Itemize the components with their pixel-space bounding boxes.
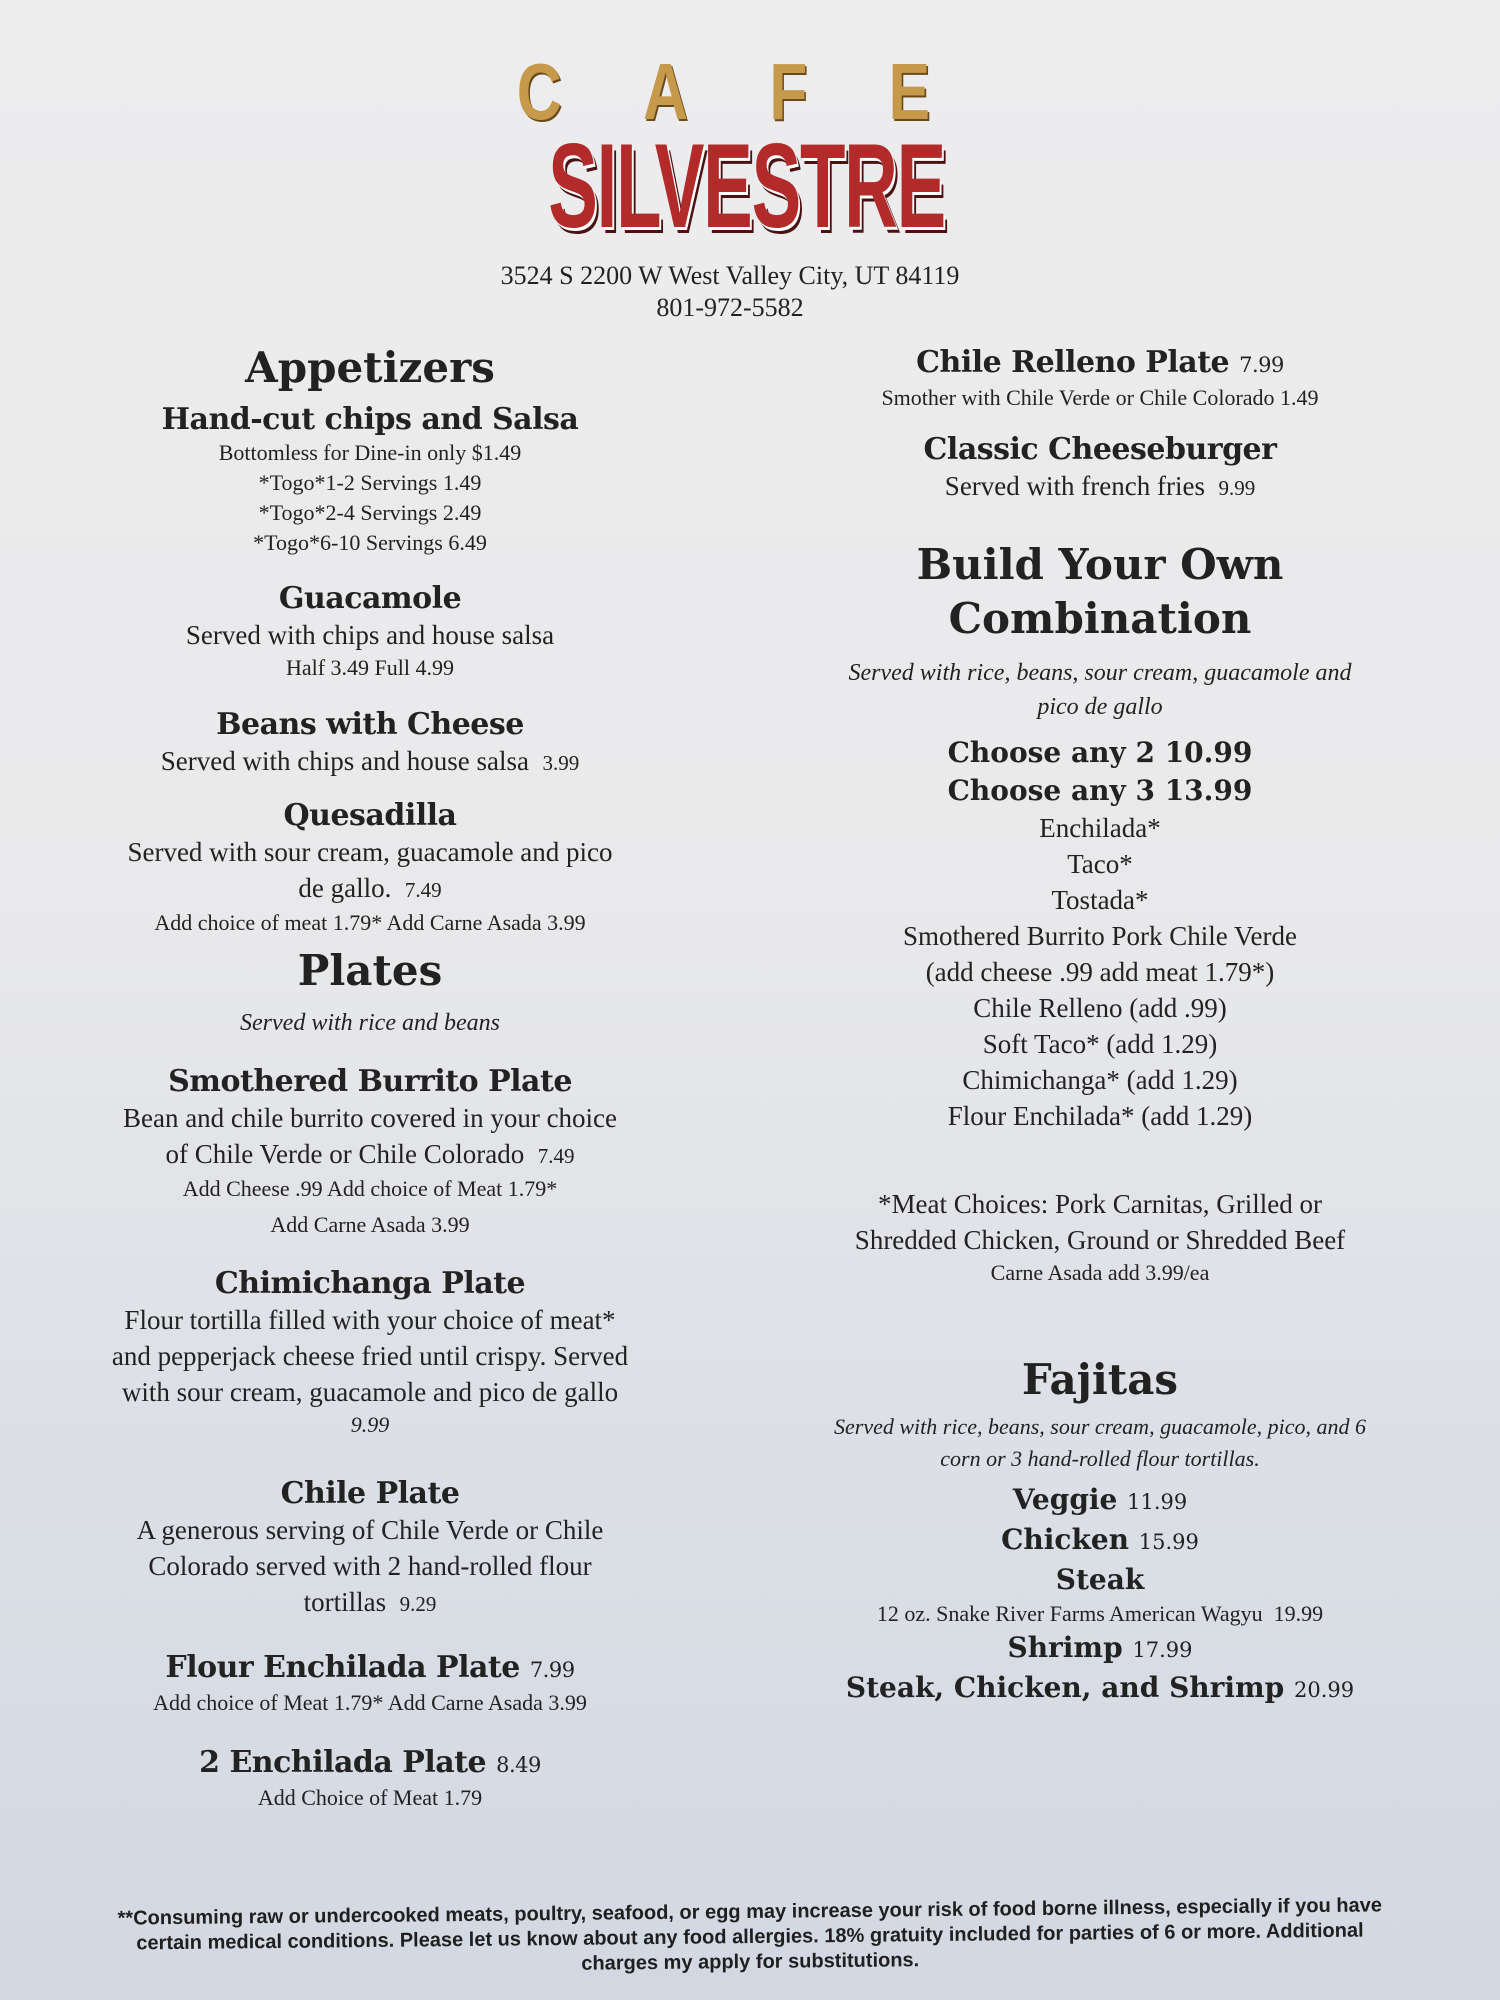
combo-item: Chile Relleno (add .99) (973, 993, 1227, 1023)
item-chips-salsa: Hand-cut chips and Salsa Bottomless for Dine-in only $1.49 *Togo*1-2 Servings 1.49 *Togo*2-4 Servings 2.49 *Togo*6-10 Servings 6.49 (161, 402, 579, 555)
combo-item: Flour Enchilada* (add 1.29) (947, 1101, 1253, 1131)
address: 3524 S 2200 W West Valley City, UT 84119 (500, 261, 960, 290)
item-chile-plate: Chile Plate A generous serving of Chile Verde or Chile Colorado served with 2 hand-rolled flour tortillas 9.29 (136, 1476, 604, 1617)
fajitas-section: Fajitas Served with rice, beans, sour cream, guacamole, pico, and 6 corn or 3 hand-rolled flour tortillas. Veggie 11.99 Chicken 15.99 Steak 12 oz. Snake River Farms American Wagyu 19.99 Shrimp 17.99 Steak, Chicken, and Shrimp 20.99 (834, 1355, 1366, 1704)
combo-item: Enchilada* (1039, 813, 1161, 843)
item-2-enchilada-plate: 2 Enchilada Plate 8.49 Add Choice of Meat 1.79 (199, 1745, 541, 1810)
item-classic-cheeseburger: Classic Cheeseburger Served with french fries 9.99 (923, 432, 1277, 501)
item-chile-relleno-plate: Chile Relleno Plate 7.99 Smother with Chile Verde or Chile Colorado 1.49 (881, 345, 1319, 410)
combo-item: Tostada* (1051, 885, 1149, 915)
appetizers-title: Appetizers (245, 343, 495, 392)
combo-item: (add cheese .99 add meat 1.79*) (925, 957, 1275, 987)
item-quesadilla: Quesadilla Served with sour cream, guacamole and pico de gallo. 7.49 Add choice of meat 1.79* Add Carne Asada 3.99 (127, 798, 613, 935)
combo-item: Smothered Burrito Pork Chile Verde (903, 921, 1297, 951)
allergy-disclaimer: **Consuming raw or undercooked meats, poultry, seafood, or egg may increase your risk of food borne illness, especially if you have certain medical conditions. Please let us know about any food allergies. 18% gratuity included for parties of 6 or more. Additional charges my apply for substitutions. (117, 1894, 1383, 1975)
combo-item: Chimichanga* (add 1.29) (962, 1065, 1238, 1095)
item-smothered-burrito: Smothered Burrito Plate Bean and chile burrito covered in your choice of Chile Verde or Chile Colorado 7.49 Add Cheese .99 Add choice of Meat 1.79* Add Carne Asada 3.99 (122, 1064, 618, 1237)
plates-title: Plates Served with rice and beans (240, 946, 500, 1036)
item-flour-enchilada-plate: Flour Enchilada Plate 7.99 Add choice of Meat 1.79* Add Carne Asada 3.99 (153, 1650, 587, 1715)
item-guacamole: Guacamole Served with chips and house salsa Half 3.49 Full 4.99 (185, 581, 555, 680)
phone: 801-972-5582 (656, 293, 804, 322)
logo-silvestre-text: SILVESTRE (548, 119, 946, 253)
item-beans-cheese: Beans with Cheese Served with chips and house salsa 3.99 (160, 707, 580, 776)
item-chimichanga-plate: Chimichanga Plate Flour tortilla filled with your choice of meat* and pepperjack cheese fried until crispy. Served with sour cream, guacamole and pico de gallo 9.99 (111, 1266, 629, 1437)
cafe-silvestre-logo (440, 47, 1010, 253)
combination-section: Build Your Own Combination Served with rice, beans, sour cream, guacamole and pico de gallo Choose any 2 10.99 Choose any 3 13.99 Enchilada* Taco* Tostada* Smothered Burrito Pork Chile Verde (add cheese .99 add meat 1.79*) Chile Relleno (add .99) Soft Taco* (add 1.29) Chimichanga* (add 1.29) Flour Enchilada* (add 1.29) (775, 540, 1425, 1134)
logo-cafe-text: C A F E (516, 47, 931, 136)
meat-choices-note: *Meat Choices: Pork Carnitas, Grilled or Shredded Chicken, Ground or Shredded Beef Carne Asada add 3.99/ea (854, 1189, 1346, 1285)
combo-item: Taco* (1067, 849, 1133, 879)
combo-item: Soft Taco* (add 1.29) (982, 1029, 1218, 1059)
